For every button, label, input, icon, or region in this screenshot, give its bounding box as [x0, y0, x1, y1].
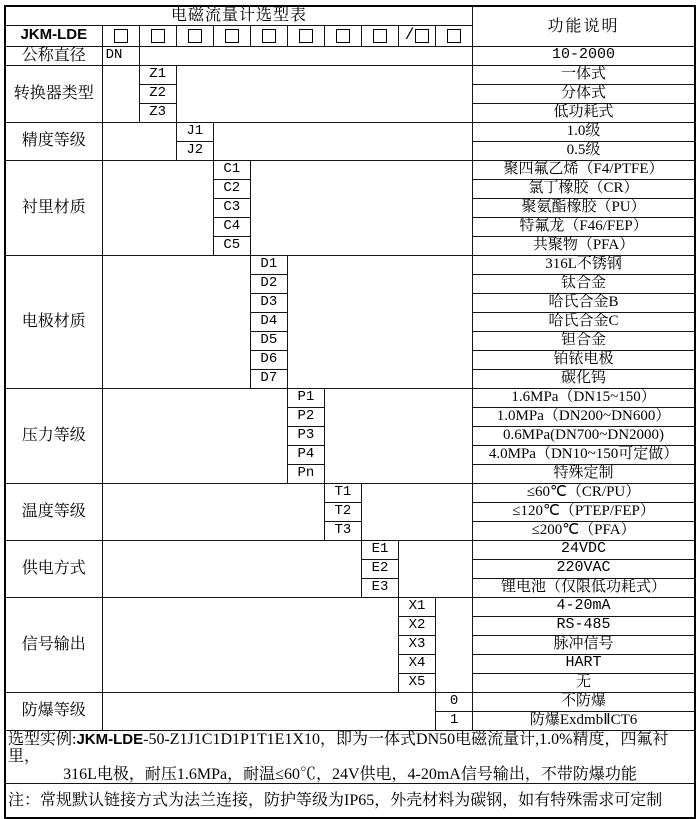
empty-cell — [102, 540, 361, 597]
empty-cell — [102, 692, 435, 730]
checkbox-cell-1 — [102, 25, 139, 46]
function-X4: HART — [473, 654, 695, 673]
empty-cell — [213, 122, 472, 160]
empty-cell — [102, 388, 287, 483]
checkbox-cell-10 — [436, 25, 473, 46]
code-C3: C3 — [213, 198, 250, 217]
code-C2: C2 — [213, 179, 250, 198]
spec-label-explosion-proof: 防爆等级 — [5, 692, 102, 730]
empty-cell — [324, 388, 472, 483]
selection-example — [5, 730, 695, 784]
spec-label-diameter: 公称直径 — [5, 46, 102, 65]
checkbox-icon — [299, 29, 313, 43]
checkbox-cell-4 — [213, 25, 250, 46]
example-model: JKM-LDE — [76, 730, 144, 748]
function-C1: 聚四氟乙烯（F4/PTFE） — [473, 160, 695, 179]
function-D6: 铂铱电极 — [473, 350, 695, 369]
function-X5: 无 — [473, 673, 695, 692]
selection-example-line2: 316L电极，耐压1.6MPa，耐温≤60℃，24V供电，4-20mA信号输出，不带防爆功能 — [63, 765, 637, 783]
table-title: 电磁流量计选型表 — [5, 6, 473, 25]
code-D1: D1 — [250, 255, 287, 274]
empty-cell — [102, 122, 176, 160]
function-Pn: 特殊定制 — [473, 464, 695, 483]
code-1: 1 — [436, 711, 473, 730]
function-Z2: 分体式 — [473, 84, 695, 103]
function-C4: 特氟龙（F46/FEP） — [473, 217, 695, 236]
code-X1: X1 — [399, 597, 436, 616]
code-D3: D3 — [250, 293, 287, 312]
code-C5: C5 — [213, 236, 250, 255]
example-code-rest: -50-Z1J1C1D1P1T1E1X10，即为一体式DN50电磁流量计,1.0%精度，四氟衬里， — [8, 730, 669, 766]
empty-cell — [102, 483, 324, 540]
function-header: 功能说明 — [473, 6, 695, 46]
spec-label-electrode-material: 电极材质 — [5, 255, 102, 388]
code-DN: DN — [102, 46, 139, 65]
spec-label-power-supply: 供电方式 — [5, 540, 102, 597]
function-X2: RS-485 — [473, 616, 695, 635]
code-D7: D7 — [250, 369, 287, 388]
spec-label-converter-type: 转换器类型 — [5, 65, 102, 122]
function-T1: ≤60℃（CR/PU） — [473, 483, 695, 502]
code-D4: D4 — [250, 312, 287, 331]
empty-cell — [102, 597, 398, 692]
function-D4: 哈氏合金C — [473, 312, 695, 331]
empty-cell — [250, 160, 472, 255]
code-T3: T3 — [324, 521, 361, 540]
code-D5: D5 — [250, 331, 287, 350]
checkbox-cell-2 — [139, 25, 176, 46]
selection-table — [4, 5, 696, 819]
spec-label-lining-material: 衬里材质 — [5, 160, 102, 255]
function-E2: 220VAC — [473, 559, 695, 578]
function-E3: 锂电池（仅限低功耗式） — [473, 578, 695, 597]
checkbox-cell-7 — [324, 25, 361, 46]
spec-label-temperature: 温度等级 — [5, 483, 102, 540]
code-E3: E3 — [361, 578, 398, 597]
checkbox-cell-3 — [176, 25, 213, 46]
code-E2: E2 — [361, 559, 398, 578]
code-Z3: Z3 — [139, 103, 176, 122]
function-D3: 哈氏合金B — [473, 293, 695, 312]
note: 注：常规默认链接方式为法兰连接，防护等级为IP65，外壳材料为碳钢，如有特殊需求可定制 — [5, 784, 695, 818]
function-D2: 钛合金 — [473, 274, 695, 293]
function-1: 防爆ExdmbⅡCT6 — [473, 711, 695, 730]
empty-cell — [176, 65, 472, 122]
function-X1: 4-20mA — [473, 597, 695, 616]
function-X3: 脉冲信号 — [473, 635, 695, 654]
checkbox-cell-8 — [361, 25, 398, 46]
checkbox-cell-6 — [287, 25, 324, 46]
selection-example-line1 — [6, 731, 694, 766]
slash-separator: / — [404, 26, 415, 45]
function-Z1: 一体式 — [473, 65, 695, 84]
function-Z3: 低功耗式 — [473, 103, 695, 122]
function-P1: 1.6MPa（DN15~150） — [473, 388, 695, 407]
code-C1: C1 — [213, 160, 250, 179]
function-T3: ≤200℃（PFA） — [473, 521, 695, 540]
checkbox-cell-9 — [399, 25, 436, 46]
function-E1: 24VDC — [473, 540, 695, 559]
spec-label-pressure: 压力等级 — [5, 388, 102, 483]
code-X2: X2 — [399, 616, 436, 635]
checkbox-cell-5 — [250, 25, 287, 46]
empty-cell — [102, 65, 139, 122]
function-DN: 10-2000 — [473, 46, 695, 65]
empty-cell — [399, 540, 473, 597]
empty-cell — [139, 46, 472, 65]
function-J2: 0.5级 — [473, 141, 695, 160]
example-label: 选型实例: — [8, 730, 77, 748]
checkbox-icon — [373, 29, 387, 43]
code-Z1: Z1 — [139, 65, 176, 84]
checkbox-icon — [225, 29, 239, 43]
function-P3: 0.6MPa(DN700~DN2000) — [473, 426, 695, 445]
code-D6: D6 — [250, 350, 287, 369]
checkbox-icon — [114, 29, 128, 43]
code-T1: T1 — [324, 483, 361, 502]
empty-cell — [102, 255, 250, 388]
code-Z2: Z2 — [139, 84, 176, 103]
model-prefix: JKM-LDE — [5, 25, 102, 46]
function-C5: 共聚物（PFA） — [473, 236, 695, 255]
code-Pn: Pn — [287, 464, 324, 483]
code-C4: C4 — [213, 217, 250, 236]
code-0: 0 — [436, 692, 473, 711]
function-C3: 聚氨酯橡胶（PU） — [473, 198, 695, 217]
function-P2: 1.0MPa（DN200~DN600） — [473, 407, 695, 426]
code-D2: D2 — [250, 274, 287, 293]
spec-label-accuracy: 精度等级 — [5, 122, 102, 160]
checkbox-icon — [262, 29, 276, 43]
function-T2: ≤120℃（PTEP/FEP） — [473, 502, 695, 521]
function-0: 不防爆 — [473, 692, 695, 711]
function-D1: 316L不锈钢 — [473, 255, 695, 274]
code-E1: E1 — [361, 540, 398, 559]
empty-cell — [287, 255, 472, 388]
checkbox-icon — [447, 29, 461, 43]
function-D7: 碳化钨 — [473, 369, 695, 388]
code-X4: X4 — [399, 654, 436, 673]
code-P3: P3 — [287, 426, 324, 445]
checkbox-icon — [415, 29, 429, 43]
empty-cell — [436, 597, 473, 692]
spec-label-signal-output: 信号输出 — [5, 597, 102, 692]
code-J2: J2 — [176, 141, 213, 160]
checkbox-icon — [188, 29, 202, 43]
code-P1: P1 — [287, 388, 324, 407]
empty-cell — [102, 160, 213, 255]
code-T2: T2 — [324, 502, 361, 521]
code-X3: X3 — [399, 635, 436, 654]
code-J1: J1 — [176, 122, 213, 141]
function-J1: 1.0级 — [473, 122, 695, 141]
function-D5: 钽合金 — [473, 331, 695, 350]
checkbox-icon — [336, 29, 350, 43]
code-X5: X5 — [399, 673, 436, 692]
code-P2: P2 — [287, 407, 324, 426]
code-P4: P4 — [287, 445, 324, 464]
checkbox-icon — [151, 29, 165, 43]
function-C2: 氯丁橡胶（CR） — [473, 179, 695, 198]
empty-cell — [361, 483, 472, 540]
function-P4: 4.0MPa（DN10~150可定做） — [473, 445, 695, 464]
